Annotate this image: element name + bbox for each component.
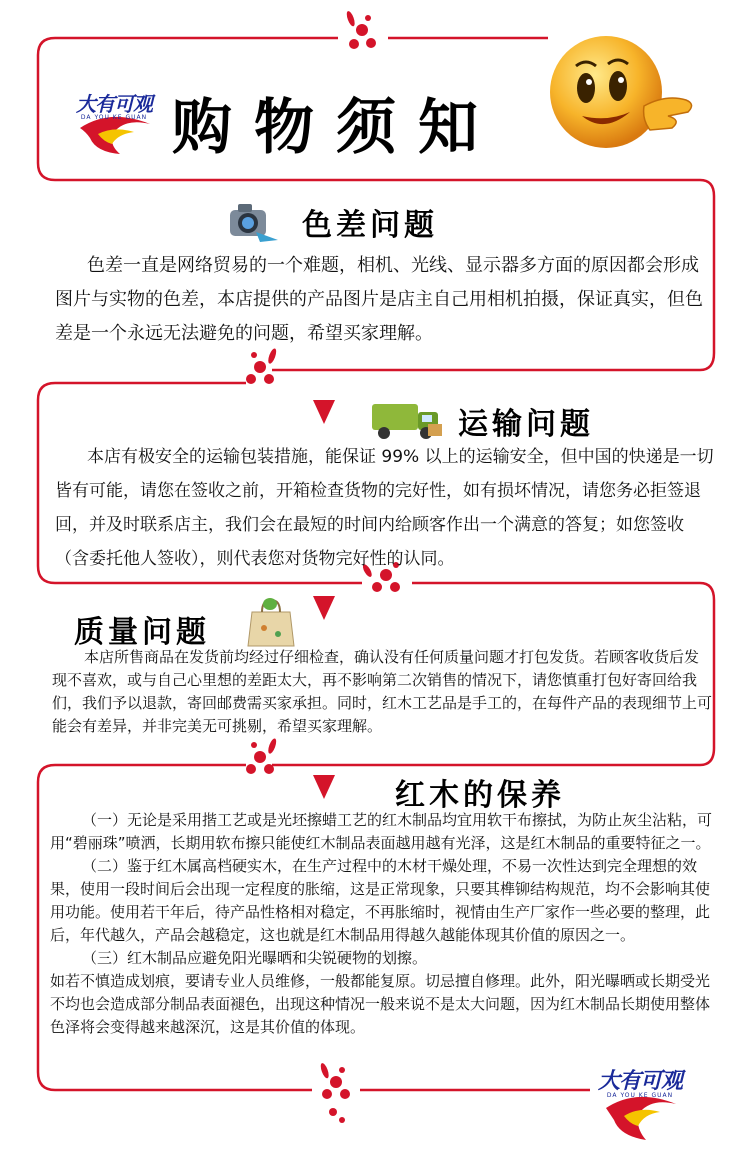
care-paragraph-3: （三）红木制品应避免阳光曝晒和尖锐硬物的划擦。 — [82, 949, 428, 967]
smiley-thumbs-up-icon — [546, 30, 704, 160]
shopping-bag-icon — [244, 594, 298, 648]
page-title: 购物须知 — [172, 93, 500, 163]
logo-subtext-bottom: DA YOU KE GUAN — [606, 1092, 674, 1099]
logo-text-bottom: 大有可观 — [598, 1069, 683, 1094]
camera-icon — [224, 196, 280, 244]
brand-logo-bottom — [598, 1060, 682, 1150]
section-text-color: 色差一直是网络贸易的一个难题，相机、光线、显示器多方面的原因都会形成图片与实物的色差，本店提供的产品图片是店主自己用相机拍摄，保证真实，但色差是一个永远无法避免的问题，希望买家理解。 — [55, 255, 703, 344]
care-paragraph-1: （一）无论是采用揩工艺或是光坯擦蜡工艺的红木制品均宜用软干布擦拭，为防止灰尘沾粘，可用“碧丽珠”喷洒，长期用软布擦只能使红木制品表面越用越有光泽，这是红木制品的重要特征之一。 — [50, 811, 713, 852]
section-title-quality: 质量问题 — [74, 615, 210, 650]
logo-text: 大有可观 — [76, 92, 152, 116]
section-text-care — [50, 809, 715, 1039]
care-paragraph-4: 如若不慎造成划痕，要请专业人员维修，一般都能复原。切忌擅自修理。此外，阳光曝晒或长期受光不均也会造成部分制品表面褪色，出现这种情况一般来说不是太大问题，因为红木制品长期使用整体色泽将会变得越来越深沉，这是其价值的体现。 — [50, 972, 711, 1036]
section-title-care: 红木的保养 — [395, 778, 565, 813]
brand-logo — [70, 88, 158, 162]
section-title-shipping: 运输问题 — [458, 407, 594, 442]
logo-subtext: DA YOU KE GUAN — [80, 114, 148, 121]
section-title-color: 色差问题 — [302, 208, 438, 243]
delivery-truck-icon — [370, 396, 446, 442]
care-paragraph-2: （二）鉴于红木属高档硬实木，在生产过程中的木材干燥处理，不易一次性达到完全理想的效果，使用一段时间后会出现一定程度的胀缩，这是正常现象，只要其榫铆结构规范，均不会影响其使用功能。使用若干年后，待产品性格相对稳定，不再胀缩时，视情由生产厂家作一些必要的整理，此后，年代越久，产品会越稳定，这也就是红木制品用得越久越能体现其价值的原因之一。 — [50, 857, 711, 944]
section-text-quality: 本店所售商品在发货前均经过仔细检查，确认没有任何质量问题才打包发货。若顾客收货后发现不喜欢，或与自己心里想的差距太大，再不影响第二次销售的情况下，请您慎重打包好寄回给我们，我们予以退款，寄回邮费需买家承担。同时，红木工艺品是手工的，在每件产品的表现细节上可能会有差异，并非完美无可挑剔，希望买家理解。 — [52, 648, 713, 735]
section-text-shipping: 本店有极安全的运输包装措施，能保证 99% 以上的运输安全，但中国的快递是一切皆有可能，请您在签收之前，开箱检查货物的完好性，如有损坏情况，请您务必拒签退回，并及时联系店主，我们会在最短的时间内给顾客作出一个满意的答复；如您签收（含委托他人签收），则代表您对货物完好性的认同。 — [55, 447, 714, 569]
